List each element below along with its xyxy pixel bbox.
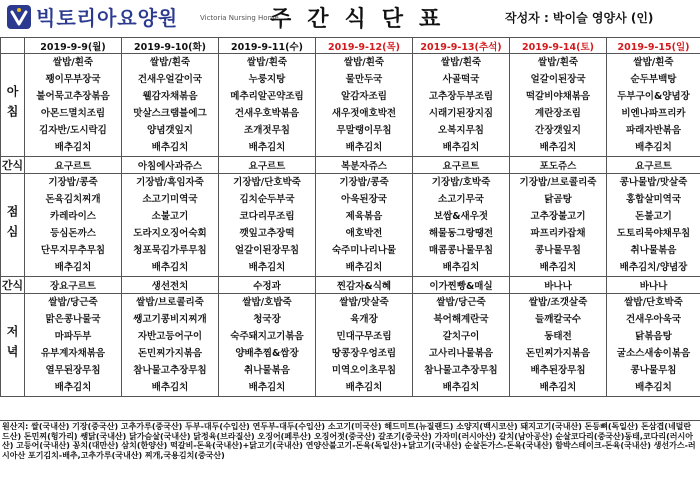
menu-item: 배추된장무침 bbox=[530, 365, 586, 376]
menu-item: 청국장 bbox=[253, 314, 281, 325]
menu-item: 아욱된장국 bbox=[341, 194, 387, 205]
snack-item: 이가찐빵&매실 bbox=[413, 277, 510, 294]
dinner-day-cell bbox=[510, 294, 607, 397]
menu-item: 매콤콩나물무침 bbox=[428, 245, 494, 256]
menu-item: 물만두국 bbox=[345, 74, 383, 85]
menu-item: 숙주돼지고기볶음 bbox=[230, 331, 304, 342]
menu-item: 쌀밥/흰죽 bbox=[440, 57, 482, 68]
menu-item: 청포묵김가루무침 bbox=[133, 245, 207, 256]
menu-item: 소불고기 bbox=[151, 211, 189, 222]
page-title: 주간식단표 bbox=[270, 7, 457, 32]
menu-item: 배추김치 bbox=[635, 142, 672, 153]
menu-item: 맑은콩나물국 bbox=[45, 314, 101, 325]
menu-item: 땅콩장우엉조림 bbox=[331, 348, 397, 359]
day-header: 2019-9-11(수) bbox=[219, 38, 316, 54]
snack-label: 간식 bbox=[1, 277, 25, 294]
day-header-row bbox=[1, 38, 700, 54]
lunch-day-cell bbox=[510, 174, 607, 277]
menu-item: 기장밥/콩죽 bbox=[48, 177, 98, 188]
menu-item: 민대구무조림 bbox=[336, 331, 392, 342]
menu-item: 숙주미나리나물 bbox=[331, 245, 397, 256]
snack-label: 간식 bbox=[1, 157, 25, 174]
menu-item: 쌀밥/흰죽 bbox=[246, 57, 288, 68]
menu-item: 배추김치 bbox=[248, 382, 286, 393]
menu-item: 기장밥/브로콜리죽 bbox=[519, 177, 597, 188]
org-name: 빅토리아요양원 bbox=[36, 6, 179, 30]
menu-item: 보쌈&새우젓 bbox=[433, 211, 489, 222]
snack-item: 요구르트 bbox=[219, 157, 316, 174]
menu-item: 메추리알곤약조림 bbox=[230, 91, 304, 102]
day-header: 2019-9-10(화) bbox=[122, 38, 219, 54]
snack_am-row bbox=[1, 157, 700, 174]
menu-item: 배추김치 bbox=[345, 142, 383, 153]
menu-item: 갈치구이 bbox=[442, 331, 480, 342]
menu-item: 들깨칼국수 bbox=[535, 314, 581, 325]
menu-item: 파래자반볶음 bbox=[625, 125, 682, 136]
menu-item: 쌀밥/맛살죽 bbox=[339, 297, 389, 308]
menu-item: 콩나물무침 bbox=[630, 365, 677, 376]
menu-item: 단무지무추무침 bbox=[40, 245, 106, 256]
breakfast-day-cell bbox=[607, 54, 700, 157]
lunch-day-cell bbox=[316, 174, 413, 277]
menu-item: 알감자조림 bbox=[341, 91, 387, 102]
menu-item: 쌀밥/흰죽 bbox=[343, 57, 385, 68]
snack-item: 요구르트 bbox=[607, 157, 700, 174]
menu-item: 김치순두부국 bbox=[239, 194, 295, 205]
menu-item: 배추김치 bbox=[345, 262, 383, 273]
dinner-day-cell bbox=[122, 294, 219, 397]
menu-item: 굴소스새송이볶음 bbox=[616, 348, 691, 359]
menu-item: 조개젓무침 bbox=[244, 125, 290, 136]
menu-item: 북어해계란국 bbox=[433, 314, 489, 325]
menu-item: 쌀밥/당근죽 bbox=[48, 297, 98, 308]
menu-item: 비엔나파프리카 bbox=[621, 108, 686, 119]
menu-item: 등심돈까스 bbox=[50, 228, 96, 239]
day-header: 2019-9-13(추석) bbox=[413, 38, 510, 54]
menu-item: 배추김치 bbox=[54, 142, 92, 153]
menu-item: 고추장두부조림 bbox=[428, 91, 494, 102]
menu-item: 맛살스크램블에그 bbox=[133, 108, 207, 119]
menu-item: 해물동그랑땡전 bbox=[428, 228, 494, 239]
menu-item: 기장밥/흑임자죽 bbox=[136, 177, 204, 188]
menu-item: 얼갈이된장무침 bbox=[234, 245, 300, 256]
menu-item: 열무된장무침 bbox=[45, 365, 101, 376]
menu-item: 쌀밥/흰죽 bbox=[537, 57, 579, 68]
menu-item: 순두부백탕 bbox=[630, 74, 677, 85]
menu-item: 배추김치 bbox=[248, 262, 286, 273]
menu-item: 기장밥/단호박죽 bbox=[233, 177, 301, 188]
menu-item: 두부구이&양념장 bbox=[617, 91, 690, 102]
menu-item: 쌀밥/조갯살죽 bbox=[528, 297, 588, 308]
menu-item: 쌀밥/브로콜리죽 bbox=[136, 297, 204, 308]
snack-item: 바나나 bbox=[510, 277, 607, 294]
menu-item: 양배추찜&쌈장 bbox=[235, 348, 299, 359]
lunch-day-cell bbox=[25, 174, 122, 277]
dinner-day-cell bbox=[316, 294, 413, 397]
menu-item: 애호박전 bbox=[345, 228, 383, 239]
menu-item: 쌀밥/호밥죽 bbox=[242, 297, 292, 308]
menu-item: 배추김치 bbox=[442, 262, 480, 273]
menu-item: 새우젓애호박전 bbox=[331, 108, 397, 119]
menu-item: 동태전 bbox=[544, 331, 572, 342]
menu-item: 꽹이무부장국 bbox=[45, 74, 101, 85]
menu-item: 양념갯잎지 bbox=[147, 125, 193, 136]
page-header bbox=[0, 0, 700, 36]
menu-item: 참나물고추장무침 bbox=[424, 365, 498, 376]
snack-item: 복분자쥬스 bbox=[316, 157, 413, 174]
menu-item: 돈민찌가지볶음 bbox=[137, 348, 203, 359]
corner-cell bbox=[1, 38, 25, 54]
menu-item: 고사리나물볶음 bbox=[428, 348, 494, 359]
menu-item: 건새우얼갈이국 bbox=[137, 74, 203, 85]
dinner-label: 저녁 bbox=[1, 294, 25, 397]
menu-item: 쌀밥/단호박죽 bbox=[624, 297, 683, 308]
menu-item: 배추김치/양념장 bbox=[619, 262, 688, 273]
snack-item: 요구르트 bbox=[413, 157, 510, 174]
menu-item: 도토리묵야채무침 bbox=[616, 228, 691, 239]
menu-item: 배추김치 bbox=[248, 142, 286, 153]
menu-item: 기장밥/콩죽 bbox=[339, 177, 389, 188]
lunch-label: 점심 bbox=[1, 174, 25, 277]
lunch-day-cell bbox=[413, 174, 510, 277]
breakfast-label: 아침 bbox=[1, 54, 25, 157]
day-header: 2019-9-14(토) bbox=[510, 38, 607, 54]
menu-item: 미역오이초무침 bbox=[331, 365, 397, 376]
snack-item: 포도쥬스 bbox=[510, 157, 607, 174]
menu-item: 김자반/도시락김 bbox=[39, 125, 107, 136]
breakfast-day-cell bbox=[510, 54, 607, 157]
snack-item: 요구르트 bbox=[25, 157, 122, 174]
menu-item: 무말랭이무침 bbox=[336, 125, 392, 136]
menu-item: 파프리카잡채 bbox=[530, 228, 586, 239]
menu-item: 사골떡국 bbox=[442, 74, 480, 85]
breakfast-day-cell bbox=[122, 54, 219, 157]
breakfast-day-cell bbox=[413, 54, 510, 157]
menu-item: 배추김치 bbox=[539, 262, 577, 273]
breakfast-day-cell bbox=[316, 54, 413, 157]
menu-item: 오복지무침 bbox=[438, 125, 484, 136]
dinner-row bbox=[1, 294, 700, 397]
menu-item: 닭곰탕 bbox=[544, 194, 572, 205]
menu-item: 배추김치 bbox=[54, 262, 92, 273]
lunch-day-cell bbox=[122, 174, 219, 277]
menu-item: 배추김치 bbox=[539, 382, 577, 393]
weekly-menu-table bbox=[0, 37, 700, 397]
menu-item: 코다리무조림 bbox=[239, 211, 295, 222]
day-header: 2019-9-12(목) bbox=[316, 38, 413, 54]
snack_pm-row bbox=[1, 277, 700, 294]
menu-item: 배추김치 bbox=[442, 142, 480, 153]
snack-item: 아침에사과쥬스 bbox=[122, 157, 219, 174]
menu-item: 취나물볶음 bbox=[630, 245, 677, 256]
menu-item: 참나물고추장무침 bbox=[133, 365, 207, 376]
dinner-day-cell bbox=[607, 294, 700, 397]
breakfast-day-cell bbox=[25, 54, 122, 157]
lunch-day-cell bbox=[607, 174, 700, 277]
menu-item: 제육볶음 bbox=[345, 211, 383, 222]
menu-item: 콩나물밥/맛살죽 bbox=[619, 177, 688, 188]
menu-item: 배추김치 bbox=[151, 142, 189, 153]
menu-item: 쌀밥/당근죽 bbox=[436, 297, 486, 308]
menu-item: 건새우호박볶음 bbox=[234, 108, 300, 119]
origin-note: 원산지: 쌀(국내산) 기장(중국산) 고추가루(중국산) 두부-대두(수입산) 연두부-대두(수입산) 소고기(미국산) 해드미트(뉴질랜드) 소양지(백시코산) 돼지고기(국내산) 돈등뼈(독일산) 돈삼겹(네덜란드산) 돈민찌(헝가리) 쌩닭(국내산) 닭가슴살(국내산) 닭정육(브라질산) 오징어(페루산) 오징어젓(중국산) 갈조기(중국산) 가자미(러시아산) 갈치(남아공산) 순살코다리(중국산)동태,코다리(러시아산) 고등어(국내산) 꽁치(대만산) 삼치(한양산) 떡갈비-돈육(국내산)+닭고기(국내산) 연양산불고기-돈육(독일산)+닭고기(국내산) 순살돈가스-돈육(국내산) 함박스테이크-돈육(국내산) 생선가스-러시아산 포기김치-배추,고추가루(국내산) 찌개,국용김치(중국산) bbox=[0, 420, 700, 478]
menu-item: 취나물볶음 bbox=[244, 365, 290, 376]
menu-item: 소고기미역국 bbox=[142, 194, 198, 205]
menu-item: 콩나물무침 bbox=[535, 245, 581, 256]
menu-item: 건새우아욱국 bbox=[625, 314, 682, 325]
menu-item: 배추김치 bbox=[345, 382, 383, 393]
menu-item: 얼갈이된장국 bbox=[530, 74, 586, 85]
menu-item: 육개장 bbox=[350, 314, 378, 325]
menu-item: 배추김치 bbox=[442, 382, 480, 393]
dinner-day-cell bbox=[25, 294, 122, 397]
menu-item: 돈불고기 bbox=[635, 211, 672, 222]
menu-item: 간장갯잎지 bbox=[535, 125, 581, 136]
menu-item: 쌀밥/흰죽 bbox=[149, 57, 191, 68]
snack-item: 장요구르트 bbox=[25, 277, 122, 294]
menu-item: 쌀밥/흰죽 bbox=[633, 57, 674, 68]
menu-item: 유부계자채볶음 bbox=[40, 348, 106, 359]
menu-item: 배추김치 bbox=[635, 382, 672, 393]
org-subtitle: Victoria Nursing Home bbox=[200, 14, 279, 22]
menu-item: 자반고등어구이 bbox=[137, 331, 203, 342]
menu-item: 닭볶음탕 bbox=[635, 331, 672, 342]
menu-item: 고추장불고기 bbox=[530, 211, 586, 222]
menu-item: 누룽지탕 bbox=[248, 74, 286, 85]
breakfast-day-cell bbox=[219, 54, 316, 157]
menu-item: 배추김치 bbox=[151, 262, 189, 273]
menu-item: 돈육김치찌개 bbox=[45, 194, 101, 205]
day-header: 2019-9-9(월) bbox=[25, 38, 122, 54]
menu-item: 웰감자채볶음 bbox=[142, 91, 198, 102]
menu-item: 기장밥/호박죽 bbox=[431, 177, 491, 188]
menu-item: 배추김치 bbox=[151, 382, 189, 393]
snack-item: 수정과 bbox=[219, 277, 316, 294]
lunch-day-cell bbox=[219, 174, 316, 277]
logo-icon bbox=[6, 4, 32, 30]
author-line: 작성자 : 박이슬 영양사 (인) bbox=[505, 11, 654, 25]
menu-item: 카레라이스 bbox=[50, 211, 96, 222]
menu-item: 배추김치 bbox=[539, 142, 577, 153]
day-header: 2019-9-15(일) bbox=[607, 38, 700, 54]
snack-item: 바나나 bbox=[607, 277, 700, 294]
snack-item: 생선전치 bbox=[122, 277, 219, 294]
menu-item: 시래기된장지짐 bbox=[428, 108, 494, 119]
menu-item: 마파두부 bbox=[54, 331, 92, 342]
menu-item: 불어묵고추장볶음 bbox=[36, 91, 110, 102]
menu-item: 돈민찌가지볶음 bbox=[525, 348, 591, 359]
dinner-day-cell bbox=[413, 294, 510, 397]
menu-item: 계란장조림 bbox=[535, 108, 581, 119]
menu-item: 도라지오징어숙회 bbox=[133, 228, 207, 239]
menu-item: 소고기무국 bbox=[438, 194, 484, 205]
menu-item: 떡갈비야채볶음 bbox=[525, 91, 591, 102]
menu-item: 깻잎고추장떡 bbox=[239, 228, 295, 239]
menu-item: 쌀밥/흰죽 bbox=[52, 57, 94, 68]
breakfast-row bbox=[1, 54, 700, 157]
dinner-day-cell bbox=[219, 294, 316, 397]
menu-item: 아몬드멸치조림 bbox=[40, 108, 106, 119]
menu-item: 홍합살미역국 bbox=[625, 194, 682, 205]
menu-item: 쌩고기콩비지찌개 bbox=[133, 314, 207, 325]
menu-item: 배추김치 bbox=[54, 382, 92, 393]
snack-item: 찐감자&식혜 bbox=[316, 277, 413, 294]
lunch-row bbox=[1, 174, 700, 277]
